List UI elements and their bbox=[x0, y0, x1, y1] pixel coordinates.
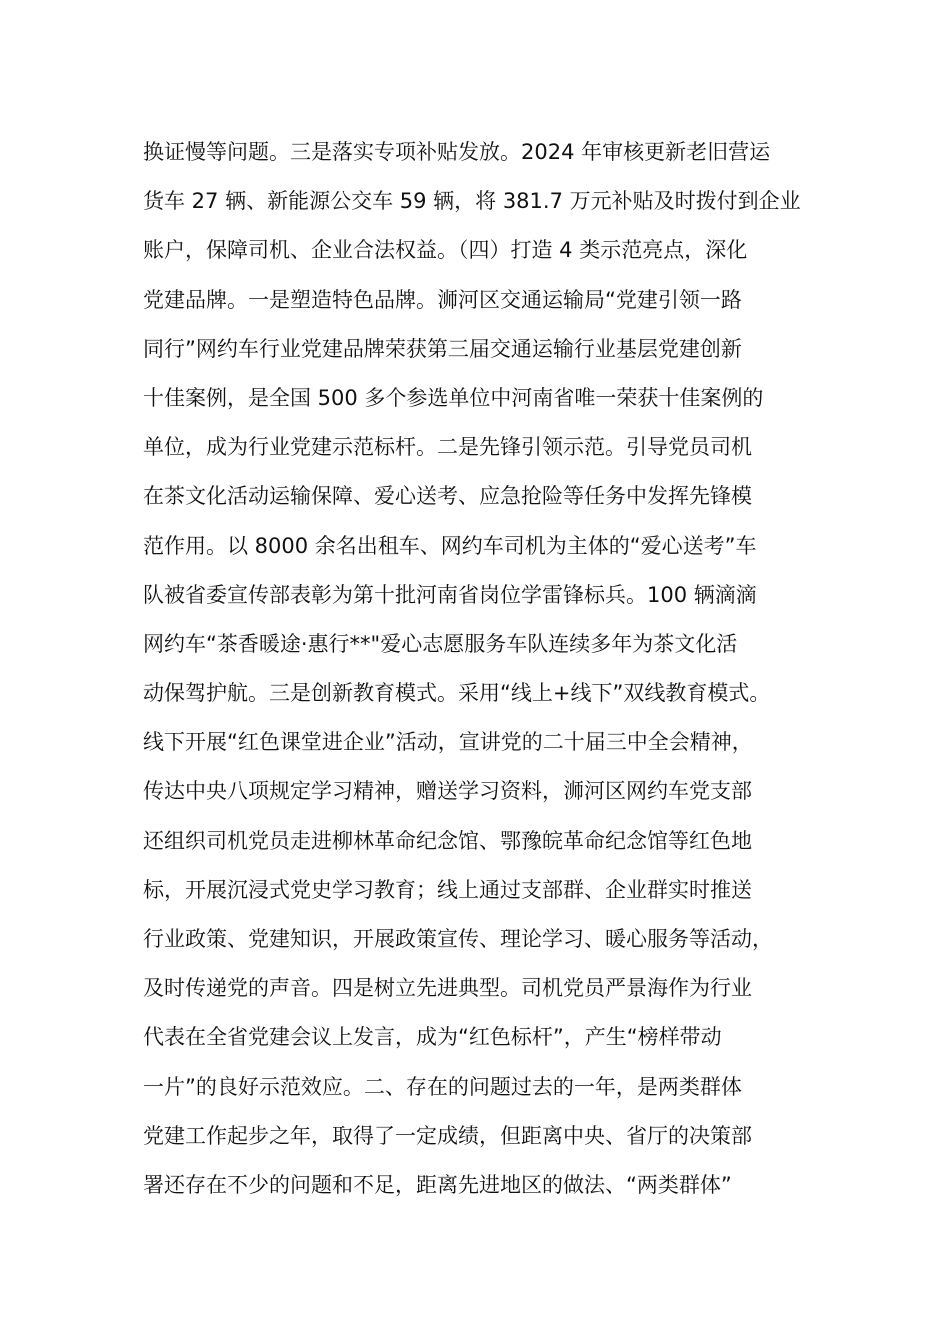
text-line: 十佳案例，是全国 500 多个参选单位中河南省唯一荣获十佳案例的 bbox=[143, 385, 764, 410]
text-line: 同行”网约车行业党建品牌荣获第三届交通运输行业基层党建创新 bbox=[143, 336, 742, 361]
text-line: 及时传递党的声音。四是树立先进典型。司机党员严景海作为行业 bbox=[143, 976, 752, 1001]
text-line: 标，开展沉浸式党史学习教育；线上通过支部群、企业群实时推送 bbox=[143, 877, 752, 902]
text-line: 货车 27 辆、新能源公交车 59 辆，将 381.7 万元补贴及时拨付到企业 bbox=[143, 189, 801, 214]
text-line: 线下开展“红色课堂进企业”活动，宣讲党的二十届三中全会精神， bbox=[143, 730, 753, 755]
text-line: 队被省委宣传部表彰为第十批河南省岗位学雷锋标兵。100 辆滴滴 bbox=[143, 582, 757, 607]
text-line: 换证慢等问题。三是落实专项补贴发放。2024 年审核更新老旧营运 bbox=[143, 140, 771, 164]
text-line: 账户，保障司机、企业合法权益。（四）打造 4 类示范亮点，深化 bbox=[143, 238, 748, 263]
body-text bbox=[143, 132, 823, 1214]
text-line: 署还存在不少的问题和不足，距离先进地区的做法、“两类群体” bbox=[143, 1172, 732, 1197]
text-line: 党建品牌。一是塑造特色品牌。浉河区交通运输局“党建引领一路 bbox=[143, 287, 742, 312]
text-line: 网约车“茶香暖途·惠行**"爱心志愿服务车队连续多年为茶文化活 bbox=[143, 631, 738, 656]
text-line: 在茶文化活动运输保障、爱心送考、应急抢险等任务中发挥先锋模 bbox=[143, 484, 752, 509]
text-line: 代表在全省党建会议上发言，成为“红色标杆”，产生“榜样带动 bbox=[143, 1025, 722, 1050]
text-line: 范作用。以 8000 余名出租车、网约车司机为主体的“爱心送考”车 bbox=[143, 533, 757, 558]
text-line: 动保驾护航。三是创新教育模式。采用“线上+线下”双线教育模式。 bbox=[143, 681, 771, 706]
text-line: 行业政策、党建知识，开展政策宣传、理论学习、暖心服务等活动， bbox=[143, 927, 773, 951]
text-line: 党建工作起步之年，取得了一定成绩，但距离中央、省厅的决策部 bbox=[143, 1123, 752, 1148]
text-line: 传达中央八项规定学习精神，赠送学习资料，浉河区网约车党支部 bbox=[143, 779, 752, 804]
text-line: 单位，成为行业党建示范标杆。二是先锋引领示范。引导党员司机 bbox=[143, 435, 752, 460]
text-line: 还组织司机党员走进柳林革命纪念馆、鄂豫皖革命纪念馆等红色地 bbox=[143, 828, 752, 853]
text-line: 一片”的良好示范效应。二、存在的问题过去的一年，是两类群体 bbox=[143, 1074, 742, 1099]
